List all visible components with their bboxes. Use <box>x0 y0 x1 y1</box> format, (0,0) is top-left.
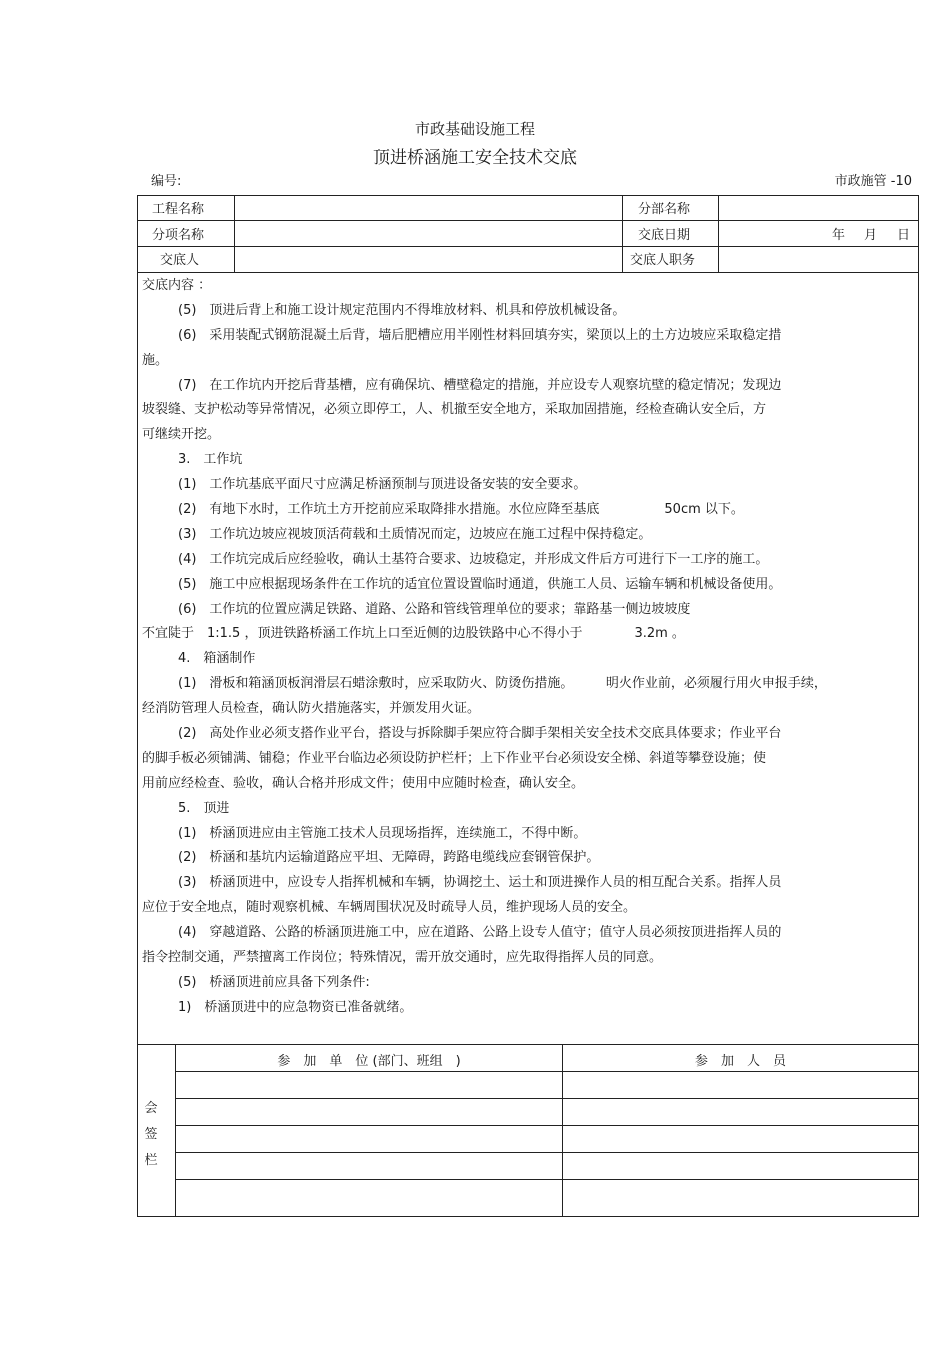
participating-unit-header: 参 加 单 位 (部门、班组 ) <box>277 1054 461 1069</box>
content-line: (3) 工作坑边坡应视坡顶活荷载和土质情况而定，边坡应在施工过程中保持稳定。 <box>178 526 652 542</box>
content-line: 经消防管理人员检查，确认防火措施落实，并颁发用火证。 <box>142 701 481 717</box>
division-name-label: 分部名称 <box>638 202 691 217</box>
table-col-divider <box>234 195 235 272</box>
content-line: (2) 有地下水时，工作坑土方开挖前应采取降排水措施。水位应降至基底 50cm 以下。 <box>178 502 744 518</box>
content-line: (5) 施工中应根据现场条件在工作坑的适宜位置设置临时通道，供施工人员、运输车辆和机械设备使用。 <box>178 576 782 592</box>
content-line: 坡裂缝、支护松动等异常情况，必须立即停工，人、机撤至安全地方，采取加固措施，经检查确认安全后，方 <box>142 402 767 418</box>
signature-row-divider <box>175 1152 918 1153</box>
content-line: (6) 工作坑的位置应满足铁路、道路、公路和管线管理单位的要求；靠路基一侧边坡坡度 <box>178 601 691 617</box>
content-line: (1) 桥涵顶进应由主管施工技术人员现场指挥，连续施工，不得中断。 <box>178 825 587 841</box>
handover-content <box>142 274 917 1021</box>
signature-label-divider <box>175 1044 176 1216</box>
serial-number-label: 编号: <box>151 174 182 189</box>
content-line: 1) 桥涵顶进中的应急物资已准备就绪。 <box>178 999 413 1015</box>
content-line: 可继续开挖。 <box>142 427 221 443</box>
table-border-bottom <box>137 1216 919 1217</box>
signature-row-divider <box>175 1125 918 1126</box>
content-line: 指令控制交通，严禁擅离工作岗位；特殊情况，需开放交通时，应先取得指挥人员的同意。 <box>142 950 663 966</box>
table-row-divider <box>137 1044 919 1045</box>
participants-header: 参 加 人 员 <box>694 1054 786 1069</box>
signature-label-char: 栏 <box>144 1153 158 1168</box>
signature-col-divider <box>562 1044 563 1216</box>
signature-label-char: 签 <box>144 1127 158 1142</box>
content-line: (4) 工作坑完成后应经验收，确认土基符合要求、边坡稳定，并形成文件后方可进行下一工序的施工。 <box>178 551 769 567</box>
content-line: 施。 <box>142 352 169 368</box>
content-line: (7) 在工作坑内开挖后背基槽，应有确保坑、槽壁稳定的措施，并应设专人观察坑壁的稳定情况；发现边 <box>178 377 782 393</box>
form-code: 市政施管 -10 <box>834 174 912 189</box>
table-col-divider <box>622 195 623 272</box>
document-subtitle: 顶进桥涵施工安全技术交底 <box>373 148 577 168</box>
content-line: (3) 桥涵顶进中，应设专人指挥机械和车辆，协调挖土、运土和顶进操作人员的相互配合关系。指挥人员 <box>178 875 782 891</box>
section-heading: 4. 箱涵制作 <box>178 651 256 667</box>
content-line: 不宜陡于 1:1.5 ，顶进铁路桥涵工作坑上口至近侧的边股铁路中心不得小于 3.2m 。 <box>142 626 685 642</box>
content-heading: 交底内容 ： <box>142 278 212 293</box>
table-row-divider <box>137 220 919 221</box>
document-title: 市政基础设施工程 <box>414 120 535 138</box>
table-border-left <box>137 195 138 1217</box>
date-day: 日 <box>897 228 911 243</box>
date-month: 月 <box>864 228 878 243</box>
signature-label-char: 会 <box>144 1101 158 1116</box>
table-row-divider <box>137 272 919 273</box>
table-row-divider <box>137 246 919 247</box>
project-name-label: 工程名称 <box>152 202 205 217</box>
signature-row-divider <box>175 1179 918 1180</box>
content-line: (2) 高处作业必须支搭作业平台，搭设与拆除脚手架应符合脚手架相关安全技术交底具体要求；作业平台 <box>178 726 782 742</box>
content-line: (1) 滑板和箱涵顶板润滑层石蜡涂敷时，应采取防火、防烫伤措施。 明火作业前，必须履行用火申报手续， <box>178 676 827 692</box>
signature-row-divider <box>175 1071 918 1072</box>
content-line: (6) 采用装配式钢筋混凝土后背，墙后肥槽应用半刚性材料回填夯实，梁顶以上的土方边坡应采取稳定措 <box>178 327 782 343</box>
content-line: 用前应经检查、验收，确认合格并形成文件；使用中应随时检查，确认安全。 <box>142 775 585 791</box>
table-col-divider <box>718 195 719 272</box>
content-line: (5) 顶进后背上和施工设计规定范围内不得堆放材料、机具和停放机械设备。 <box>178 302 626 318</box>
handover-position-label: 交底人职务 <box>630 253 696 268</box>
content-line: 的脚手板必须铺满、铺稳；作业平台临边必须设防护栏杆；上下作业平台必须设安全梯、斜道等攀登设施；使 <box>142 750 767 766</box>
table-border-top <box>137 195 919 196</box>
section-heading: 3. 工作坑 <box>178 452 243 468</box>
item-name-label: 分项名称 <box>152 228 205 243</box>
content-line: (1) 工作坑基底平面尺寸应满足桥涵预制与顶进设备安装的安全要求。 <box>178 477 587 493</box>
signature-row-divider <box>175 1098 918 1099</box>
handover-date-label: 交底日期 <box>638 228 691 243</box>
handover-person-label: 交底人 <box>160 253 200 268</box>
content-line: (5) 桥涵顶进前应具备下列条件: <box>178 974 370 990</box>
section-heading: 5. 顶进 <box>178 800 230 816</box>
content-line: (2) 桥涵和基坑内运输道路应平坦、无障碍，跨路电缆线应套钢管保护。 <box>178 850 600 866</box>
content-line: (4) 穿越道路、公路的桥涵顶进施工中，应在道路、公路上设专人值守；值守人员必须按顶进指挥人员的 <box>178 925 782 941</box>
content-line: 应位于安全地点，随时观察机械、车辆周围状况及时疏导人员，维护现场人员的安全。 <box>142 900 637 916</box>
date-year: 年 <box>832 228 846 243</box>
table-border-right <box>918 195 919 1217</box>
